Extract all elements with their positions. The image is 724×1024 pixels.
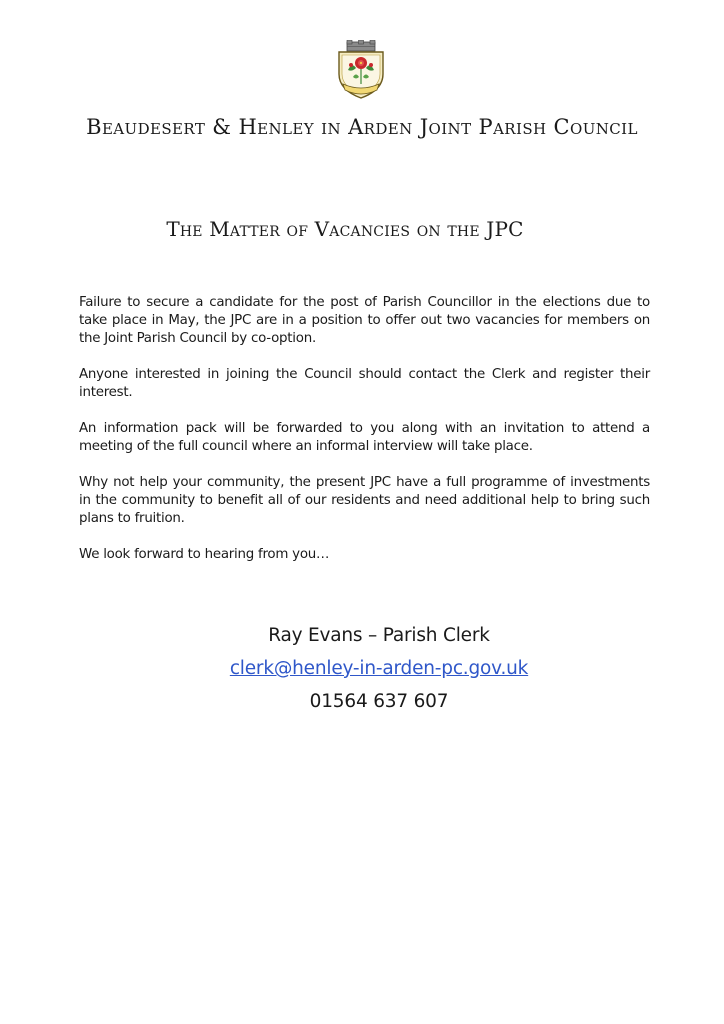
parish-crest-icon [333,40,389,102]
body-paragraph: Anyone interested in joining the Council should contact the Clerk and register their interest. [79,367,650,400]
body-paragraph: Failure to secure a candidate for the post of Parish Councillor in the elections due to take place in May, the JPC are in a position to offer out two vacancies for members on the Joint Parish Council by co-option. [79,295,650,346]
notice-body [79,294,650,582]
body-paragraph: An information pack will be forwarded to you along with an invitation to attend a meeting of the full council where an informal interview will take place. [79,421,650,454]
notice-title: The Matter of Vacancies on the JPC [166,217,524,241]
email-link[interactable]: clerk@henley-in-arden-pc.gov.uk [229,658,529,679]
body-paragraph: We look forward to hearing from you… [79,547,330,562]
phone-number: 01564 637 607 [309,691,449,712]
contact-block [0,619,724,718]
clerk-name: Ray Evans – Parish Clerk [268,625,490,646]
body-paragraph: Why not help your community, the present JPC have a full programme of investments in the community to benefit all of our residents and need additional help to bring such plans to fruition. [79,475,650,526]
email-line [0,652,724,685]
council-name: Beaudesert & Henley in Arden Joint Parish Council [86,115,638,139]
